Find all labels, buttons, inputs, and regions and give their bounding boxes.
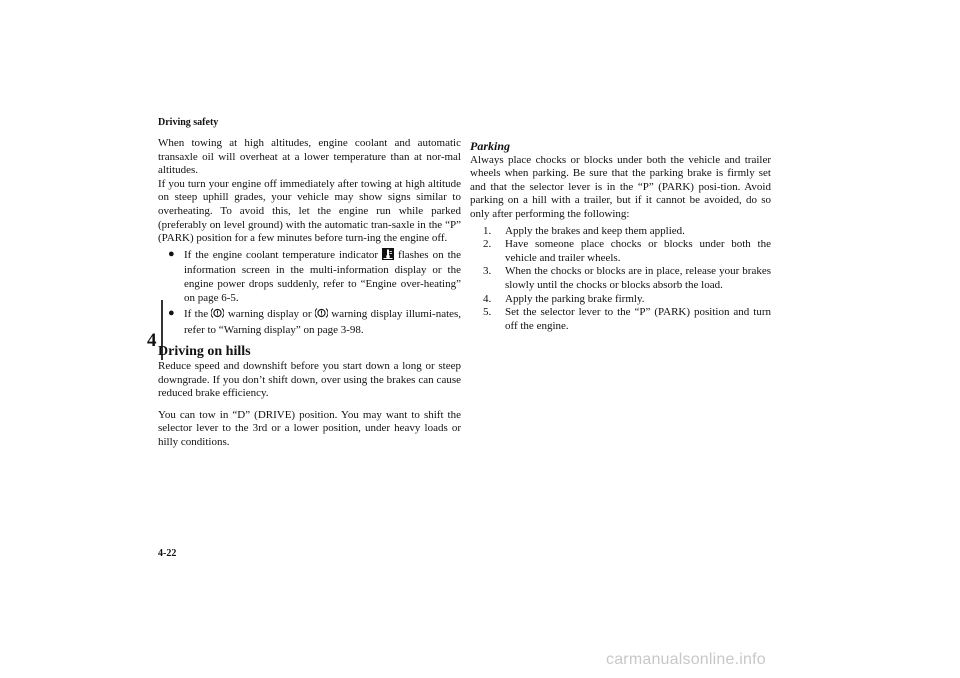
paragraph-downgrade: Reduce speed and downshift before you start down a long or steep downgrade. If you don’t shift down, over using the brakes can cause reduced brake efficiency.	[158, 359, 461, 400]
transmission-warning-icon	[211, 307, 224, 324]
step-number: 4.	[483, 292, 492, 305]
bullet-text: flashes on the information screen in the multi-information display or the engine power drops suddenly, refer to “Engine over-heating” on page 6-5.	[184, 248, 462, 304]
chapter-number: 4	[147, 330, 157, 351]
step-text: Set the selector lever to the “P” (PARK) position and turn off the engine.	[505, 306, 771, 332]
list-item	[483, 306, 771, 333]
paragraph-engine-off: If you turn your engine off immediately after towing at high altitude on steep uphill grades, your vehicle may show signs similar to overheating. To avoid this, let the engine run while parked (preferably on level ground) with the automatic tran-saxle in the “P” (PARK) position for a few minutes before turn-ing the engine off.	[158, 177, 461, 245]
bullet-dot: ●	[168, 247, 175, 260]
section-header: Driving safety	[158, 117, 219, 128]
list-item	[483, 238, 771, 265]
bullet-dot: ●	[168, 307, 175, 320]
left-column	[158, 137, 461, 449]
step-text: Apply the parking brake firmly.	[505, 292, 645, 305]
transmission-warning-icon	[315, 307, 328, 324]
coolant-temperature-icon	[382, 248, 394, 265]
list-item	[483, 293, 771, 307]
heading-parking: Parking	[470, 139, 511, 153]
list-item	[483, 225, 771, 239]
page-number: 4-22	[158, 548, 177, 559]
bullet-text: warning display or	[227, 308, 312, 321]
step-number: 1.	[483, 224, 492, 237]
step-number: 3.	[483, 265, 492, 278]
bullet-text: If the engine coolant temperature indicator	[184, 248, 379, 261]
list-item	[483, 265, 771, 292]
bullet-warning	[168, 307, 461, 337]
bullet-coolant	[168, 248, 461, 305]
right-column	[470, 140, 771, 333]
parking-steps-list	[470, 225, 771, 334]
step-text: When the chocks or blocks are in place, release your brakes slowly until the chocks or blocks absorb the load.	[505, 265, 771, 291]
watermark: carmanualsonline.info	[606, 651, 766, 668]
step-number: 2.	[483, 238, 492, 251]
paragraph-high-altitude: When towing at high altitudes, engine coolant and automatic transaxle oil will overheat at a lower temperature than at nor-mal altitudes.	[158, 137, 461, 177]
paragraph-drive-position: You can tow in “D” (DRIVE) position. You may want to shift the selector lever to the 3rd or a lower position, under heavy loads or hilly conditions.	[158, 408, 461, 448]
step-number: 5.	[483, 306, 492, 319]
bullet-text: warning display illumi-nates, refer to “Warning display” on page 3-98.	[184, 308, 462, 336]
bullet-text: If the	[184, 308, 209, 321]
step-text: Apply the brakes and keep them applied.	[505, 224, 685, 237]
heading-driving-on-hills: Driving on hills	[158, 344, 251, 360]
paragraph-parking-intro: Always place chocks or blocks under both the vehicle and trailer wheels when parking. Be sure that the parking brake is firmly set and that the selector lever is in the “P” (PARK) posi-tion. Avoid parking on a hill with a trailer, but if it cannot be avoided, do so only after performing the following:	[470, 153, 771, 220]
step-text: Have someone place chocks or blocks under both the vehicle and trailer wheels.	[505, 238, 771, 264]
